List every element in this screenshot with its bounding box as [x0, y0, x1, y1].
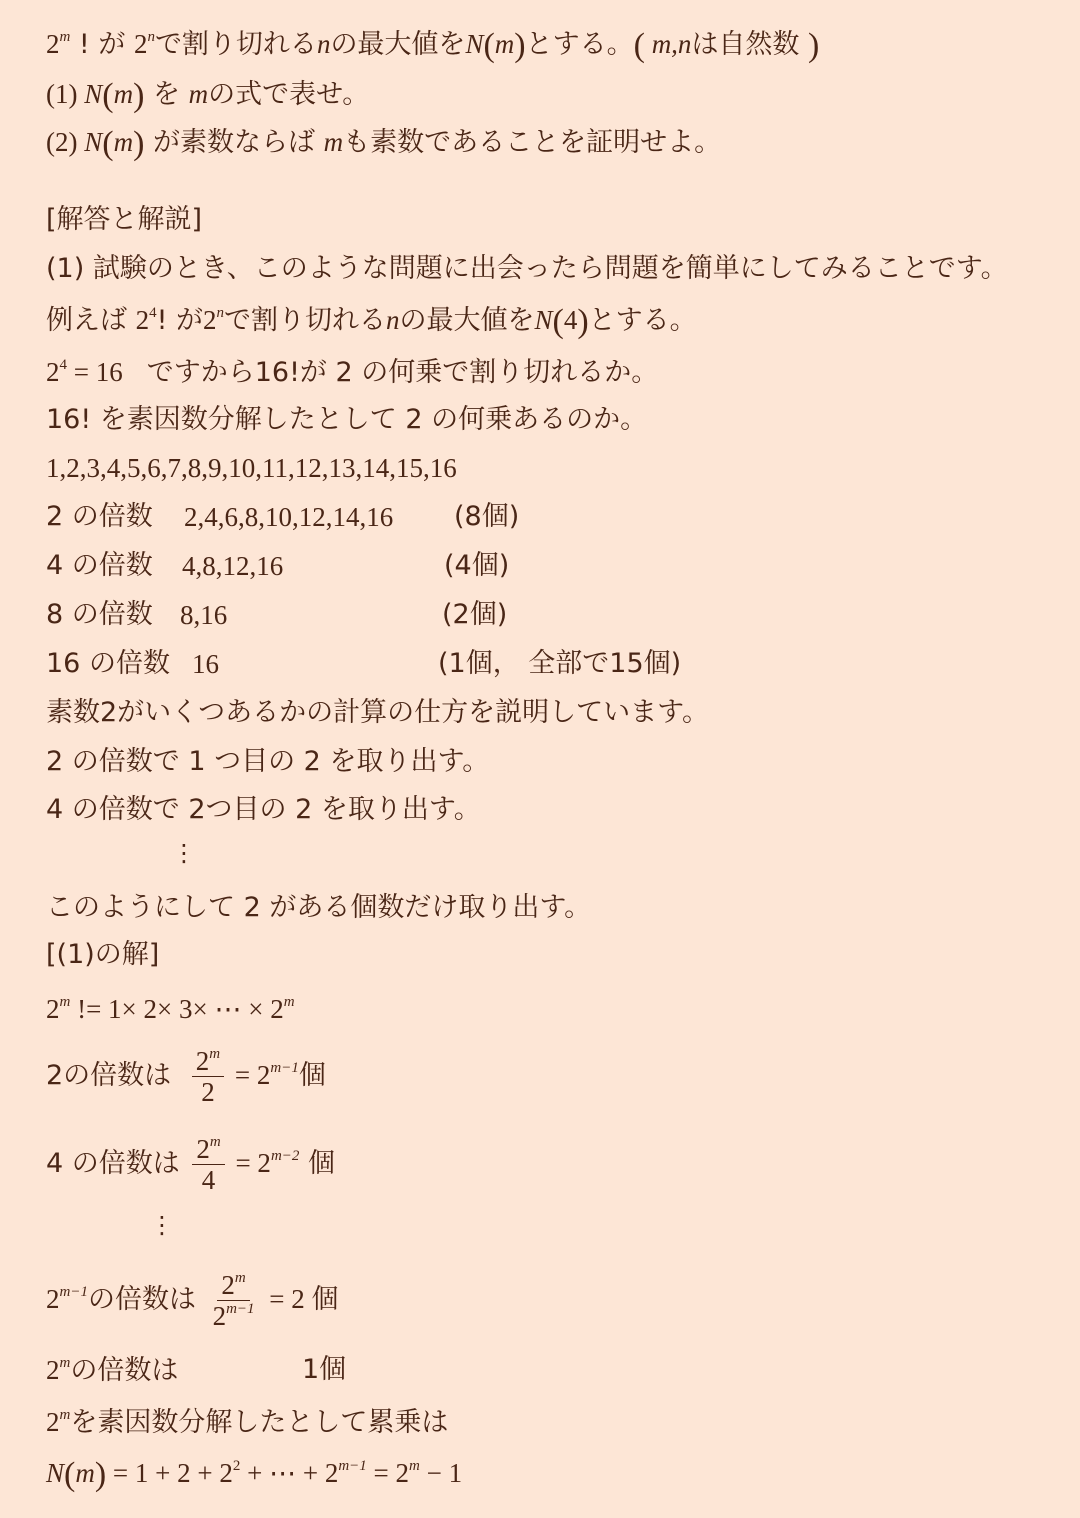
example-line: 例えば $2^4$! が2$^n$で割り切れるnの最大値をN(4)とする。 — [46, 303, 697, 340]
final-formula: $N(m) = 1 + 2 + 2^2$ + ⋯ + $2^{m-1} = 2^m - 1$ — [46, 1456, 463, 1493]
part1-intro: (1) 試験のとき、このような問題に出会ったら問題を簡単にしてみることです。 — [46, 253, 1008, 284]
product-line: 2$^m$ != 1× 2× 3× ⋯ × $2^m$ — [46, 994, 295, 1024]
step2-line: 4 の倍数で 2つ目の 2 を取り出す。 — [46, 794, 481, 825]
number-sequence: 1,2,3,4,5,6,7,8,9,10,11,12,13,14,15,16 — [46, 453, 457, 483]
multiples-row: 4 の倍数 4,8,12,16 (4個) — [46, 550, 510, 581]
explain-line: 素数2がいくつあるかの計算の仕方を説明しています。 — [46, 697, 710, 728]
problem-line-3: (2) N(m) が素数ならば mも素数であることを証明せよ。 — [46, 125, 722, 162]
answer-heading: [解答と解説] — [46, 204, 203, 235]
fraction-row: 2の倍数は $\frac{2^m}{2}$ = $2^{m-1}$個 — [46, 1046, 326, 1107]
multiples-row: 16 の倍数 16 (1個， 全部で15個) — [46, 648, 682, 679]
eq16-line: $2^4 = 16$ ですから16!が 2 の何乗で割り切れるか。 — [46, 357, 659, 388]
vertical-ellipsis: ⋮ — [172, 839, 196, 867]
solution1-heading: [(1)の解] — [46, 939, 160, 970]
conclusion-line: このようにして 2 がある個数だけ取り出す。 — [46, 892, 592, 923]
multiples-row: 2 の倍数 2,4,6,8,10,12,14,16 (8個) — [46, 501, 520, 532]
fraction: $\frac{2^m}{2^{m-1}}$ — [212, 1270, 255, 1331]
multiples-row: 8 の倍数 8,16 (2個) — [46, 599, 508, 630]
last-multiple-row: 2$^m$の倍数は 1個 — [46, 1354, 347, 1386]
factor-question: 16! を素因数分解したとして 2 の何乗あるのか。 — [46, 404, 648, 435]
fraction: $\frac{2^m}{2}$ — [192, 1046, 224, 1107]
step1-line: 2 の倍数で 1 つ目の 2 を取り出す。 — [46, 746, 490, 777]
problem-line-1: 2$^m$ ! が 2$^n$で割り切れるnの最大値をN(m)とする。( m,nは自然数 ) — [46, 27, 820, 64]
power-text-line: 2$^m$を素因数分解したとして累乗は — [46, 1407, 449, 1438]
fraction: $\frac{2^m}{4}$ — [192, 1134, 224, 1195]
fraction-row: $2^{m-1}$の倍数は $\frac{2^m}{2^{m-1}}$ = 2 個 — [46, 1270, 339, 1331]
fraction-row: 4 の倍数は $\frac{2^m}{4}$ = $2^{m-2}$ 個 — [46, 1134, 335, 1195]
vertical-ellipsis: ⋮ — [150, 1211, 174, 1239]
problem-line-2: (1) N(m) を mの式で表せ。 — [46, 77, 370, 114]
